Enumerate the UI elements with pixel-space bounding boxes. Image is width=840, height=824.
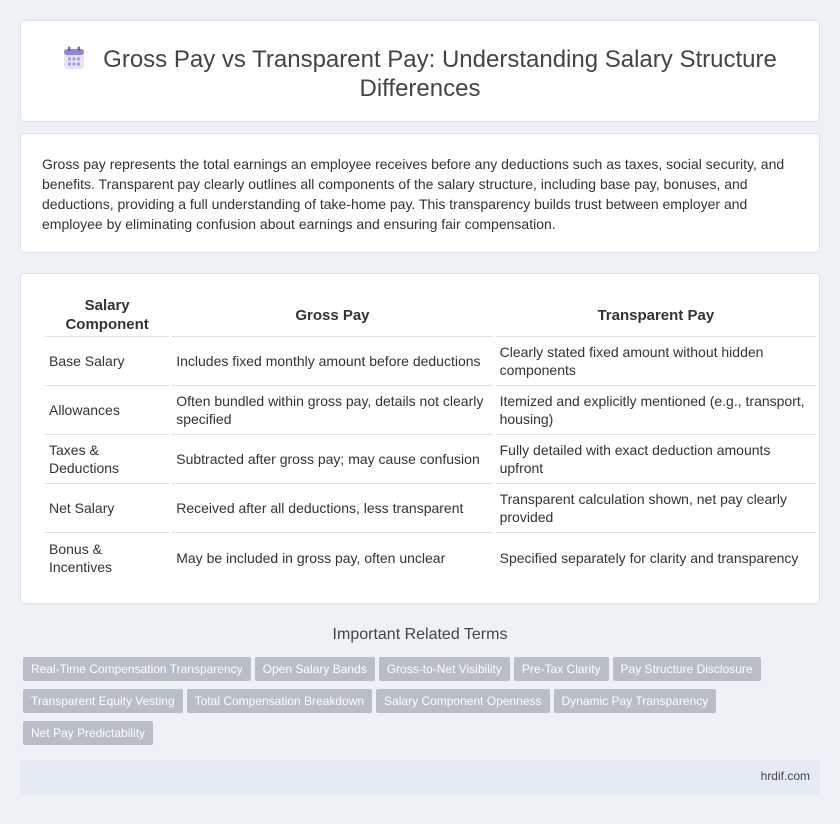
row-transparent-pay: Itemized and explicitly mentioned (e.g., transport, housing) xyxy=(496,386,816,435)
tag-gross-to-net-visibility[interactable]: Gross-to-Net Visibility xyxy=(379,657,510,681)
related-terms-tags xyxy=(23,657,823,753)
header-gross-pay: Gross Pay xyxy=(172,294,492,337)
row-component: Bonus & Incentives xyxy=(49,540,113,575)
footer xyxy=(20,760,820,794)
row-transparent-pay: Fully detailed with exact deduction amounts upfront xyxy=(496,435,816,484)
intro-card xyxy=(20,133,820,253)
table-header-row xyxy=(45,294,816,337)
tag-total-compensation-breakdown[interactable]: Total Compensation Breakdown xyxy=(187,689,372,713)
page-title xyxy=(61,45,779,103)
header xyxy=(61,45,779,103)
tag-salary-component-openness[interactable]: Salary Component Openness xyxy=(376,689,549,713)
tag-pay-structure-disclosure[interactable]: Pay Structure Disclosure xyxy=(613,657,761,681)
tag-transparent-equity-vesting[interactable]: Transparent Equity Vesting xyxy=(23,689,183,713)
row-component: Base Salary xyxy=(45,337,169,386)
tag-dynamic-pay-transparency[interactable]: Dynamic Pay Transparency xyxy=(554,689,717,713)
row-transparent-pay: Specified separately for clarity and transparency xyxy=(499,549,799,566)
header-salary-component: Salary Component xyxy=(45,294,169,337)
row-gross-pay: Received after all deductions, less transparent xyxy=(172,484,492,533)
row-transparent-pay: Clearly stated fixed amount without hidden components xyxy=(496,337,816,386)
header-transparent-pay: Transparent Pay xyxy=(496,294,816,337)
tag-real-time-compensation-transparency[interactable]: Real-Time Compensation Transparency xyxy=(23,657,251,681)
row-component: Net Salary xyxy=(45,484,169,533)
table-row xyxy=(45,435,816,484)
comparison-card xyxy=(20,273,820,604)
table-row xyxy=(45,386,816,435)
row-gross-pay: Often bundled within gross pay, details not clearly specified xyxy=(172,386,492,435)
header-card xyxy=(20,20,820,122)
tag-open-salary-bands[interactable]: Open Salary Bands xyxy=(255,657,375,681)
tag-net-pay-predictability[interactable]: Net Pay Predictability xyxy=(23,721,153,745)
row-gross-pay: Includes fixed monthly amount before deductions xyxy=(172,337,492,386)
row-component: Taxes & Deductions xyxy=(45,435,169,484)
row-gross-pay: May be included in gross pay, often unclear xyxy=(176,549,446,566)
page-title-text: Gross Pay vs Transparent Pay: Understanding Salary Structure Differences xyxy=(103,46,777,102)
intro-paragraph: Gross pay represents the total earnings an employee receives before any deductions such as taxes, social security, and benefits. Transparent pay clearly outlines all components of the salary structure, including base pay, bonuses, and deductions, providing a full understanding of take-home pay. This transparency builds trust between employer and employee by eliminating confusion about earnings and ensuring fair compensation. xyxy=(42,156,785,232)
row-transparent-pay: Transparent calculation shown, net pay clearly provided xyxy=(496,484,816,533)
related-terms-title: Important Related Terms xyxy=(332,626,508,643)
table-row xyxy=(45,484,816,533)
calendar-icon xyxy=(63,46,85,70)
table-row xyxy=(45,337,816,386)
comparison-table xyxy=(42,294,819,582)
row-gross-pay: Subtracted after gross pay; may cause confusion xyxy=(172,435,492,484)
tag-pre-tax-clarity[interactable]: Pre-Tax Clarity xyxy=(514,657,609,681)
row-component: Allowances xyxy=(45,386,169,435)
footer-site-link[interactable]: hrdif.com xyxy=(760,769,810,783)
table-row xyxy=(45,533,816,582)
